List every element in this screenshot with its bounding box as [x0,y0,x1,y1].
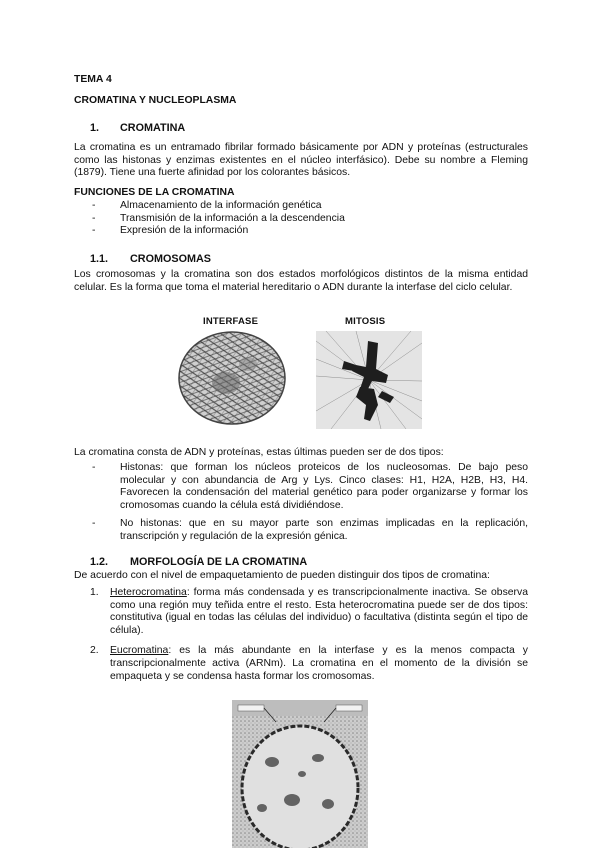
section-number: 1.1. [90,253,109,265]
section-title: CROMOSOMAS [130,253,211,265]
section-1-1-paragraph: Los cromosomas y la cromatina son dos estados morfológicos distintos de la misma entidad celular. Es la forma que toma el material hereditario o ADN durante la interfase del ciclo celular. [74,269,528,293]
section-1-heading [90,122,185,135]
section-1-1-heading [90,253,211,266]
mitosis-label: MITOSIS [345,316,386,327]
proteins-list [92,462,528,544]
interfase-micrograph [176,328,288,428]
section-1-2-intro: De acuerdo con el nivel de empaquetamiento de pueden distinguir dos tipos de cromatina: [74,570,490,581]
term: Eucromatina [110,645,169,657]
mitosis-micrograph [316,331,422,429]
nucleus-micrograph [232,700,368,848]
term: Heterocromatina [110,587,187,598]
list-item: - Almacenamiento de la información genética [92,200,322,211]
list-item: 1. Heterocromatina: forma más condensada y es transcripcionalmente inactiva. Se observa como una región muy teñida entre el resto. Esta heterocromatina puede ser de dos tipos: constitutiva (igual en todas las células del individuo) o facultativa (distinta según el tipo de célula). [90,587,528,636]
list-item: - Transmisión de la información a la descendencia [92,212,345,224]
interfase-label: INTERFASE [203,316,259,327]
cromatina-types-list [82,587,528,683]
section-number: 1. [90,122,100,134]
list-item: - No histonas: que en su mayor parte son enzimas implicadas en la replicación, transcripción y regulación de la expresión génica. [92,518,528,542]
section-1-paragraph: La cromatina es un entramado fibrilar formado básicamente por ADN y proteínas (estructurales como las histonas y enzimas existentes en el núcleo interfásico). Debe su nombre a Fleming (1879). Tiene una fuerte afinidad por los colorantes básicos. [74,142,528,179]
section-title: MORFOLOGÍA DE LA CROMATINA [130,556,308,568]
proteins-intro: La cromatina consta de ADN y proteínas, estas últimas pueden ser de dos tipos: [74,447,444,458]
list-item: - Histonas: que forman los núcleos proteicos de los nucleosomas. De bajo peso molecular y con abundancia de Arg y Lys. Cinco clases: H1, H2A, H2B, H3, H4. Favorecen la condensación del material genético para poder organizarse y formar los cromosomas cuando la célula está dividiéndose. [92,462,528,511]
list-item: 2. Eucromatina: es la más abundante en la interfase y es la menos compacta y transcripcionalmente activa (ARNm). La cromatina en el momento de la división se empaqueta y se condensa hasta formar los cromosomas. [90,645,528,682]
section-1-2-heading [90,556,307,569]
tema-label: TEMA 4 [74,74,112,85]
funciones-heading: FUNCIONES DE LA CROMATINA [74,187,235,198]
section-number: 1.2. [90,556,109,568]
section-title: CROMATINA [120,122,186,134]
list-item: - Expresión de la información [92,225,249,237]
funciones-list [92,200,512,238]
document-title: CROMATINA Y NUCLEOPLASMA [74,95,237,106]
